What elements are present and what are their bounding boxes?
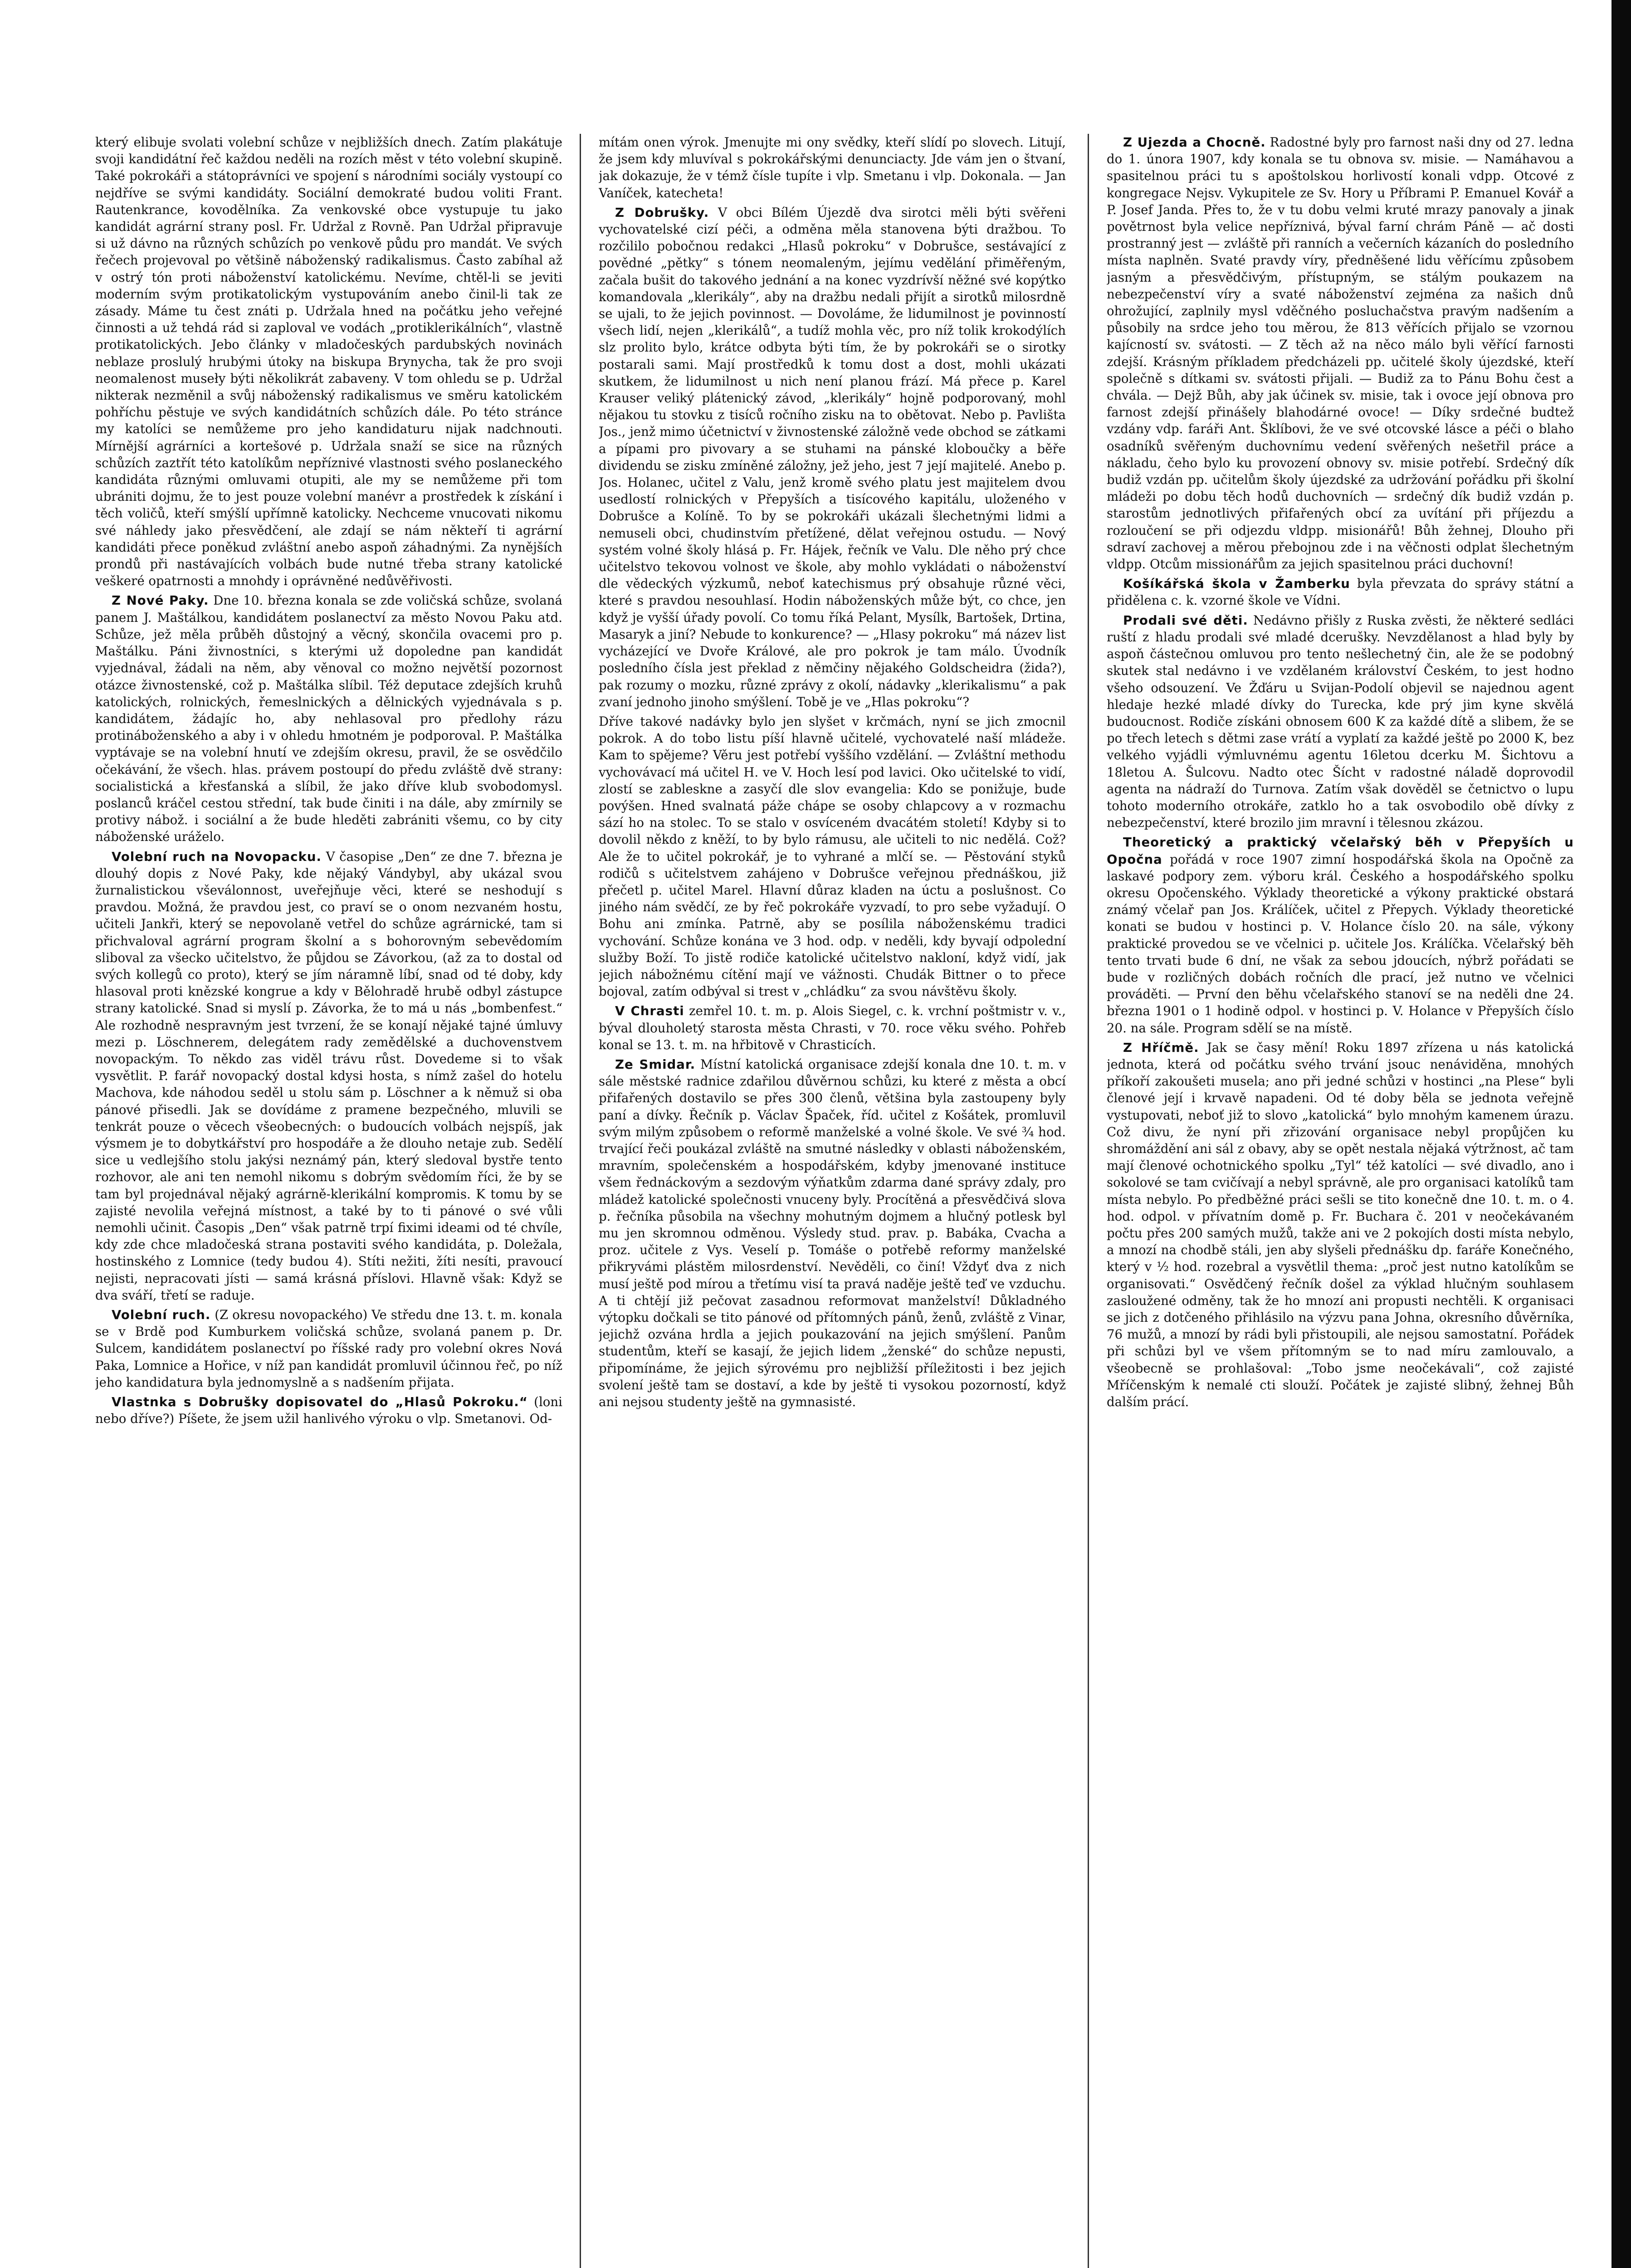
article-prodali-deti xyxy=(1107,612,1574,831)
article-text: Dne 10. března konala se zde voličská schůze, svolaná panem J. Maštálkou, kandidátem poslanectví za město Novou Paku atd. Schůze, jež měla průběh důstojný a věcný, skončila ovacemi pro p. Maštálku. Páni živnostníci, s kterými už dopoledne pan kandidát vyjednával, žádali na něm, aby věnoval co možno největší pozornost otázce živnostenské, což p. Maštálka slíbil. Též deputace zdejších kruhů katolických, rolnických, řemeslnických a dělnických vyjednávala s p. kandidátem, žádajíc ho, aby nehlasoval pro předlohy rázu protináboženského a aby i v ohledu hmotném je podporoval. P. Maštálka vyptávaje se na volební hnutí ve zdejším okresu, pravil, že se osvědčilo očekávání, že všech. hlas. právem postoupí do předu zvláště dvě strany: socialistická a křesťanská a slíbil, že jako dříve klub svobodomysl. poslanců kráčel cestou střední, tak bude činiti i na dále, aby zmírnily se protivy nábož. i sociální a že bude hleděti zabrániti všemu, co by city náboženské uráželo. xyxy=(95,593,562,845)
article-text: pořádá v roce 1907 zimní hospodářská škola na Opočně za laskavé podpory zem. výboru král. Českého a hospodářského spolku okresu Opočenského. Výklady theoretické a výkony praktické obstará známý včelař pan Jos. Králíček, učitel z Přepych. Výklady theoretické konati se budou v hostinci p. V. Holance číslo 20. na sále, výkony praktické provedou se ve včelnici p. učitele Jos. Králíčka. Včelařský běh tento trvati bude 6 dní, ne však za sebou jdoucích, nýbrž pořádati se bude v rozličných dobách ročních dle prací, jež nutno ve včelnici prováděti. — První den běhu včelařského stanoví se na neděli dne 24. března 1901 o 1 hodině odpol. v hostinci p. V. Holance v Přepyších číslo 20. na sále. Program sdělí se na místě. xyxy=(1107,851,1574,1036)
article-text: Jak se časy mění! Roku 1897 zřízena u nás katolická jednota, která od počátku svého trvání jsouc nenáviděna, mnohých příkoří zakoušeti musela; ano při jedné schůzi v hostinci „na Plese“ byli členové její i krvavě napadeni. Od té doby běla se jednota veřejně vystupovati, neboť již to slovo „katolická“ bylo mnohým kamenem úrazu. Což divu, že nyní při zřizování organisace nebyl propůjčen ku shromáždění ani sál z obavy, aby se opět nestala nějaká výtržnost, ač tam mají členové ochotnického spolku „Tyl“ též katolíci — své divadlo, ano i sokolové se tam cvičívají a nebyl správně, ale pro organisaci katolíků tam místa nebylo. Po předběžné práci sešli se tito konečně dne 10. t. m. o 4. hod. odpol. v přívatním domě p. Fr. Buchara č. 201 v neočekávaném počtu přes 200 samých mužů, takže ani ve 2 pokojích dosti místa nebylo, a mnozí na chodbě stáli, jen aby slyšeli přednášku dp. faráře Konečného, který v ½ hod. rozebral a vysvětlil thema: „proč jest nutno katolíkům se organisovati.“ Osvědčený řečník došel za výklad hlučným souhlasem zasloužené odměny, tak že ho mnozí ani propusti nechtěli. K organisaci se jich z dotčeného přihlásilo na výzvu pana Johna, okresního důvěrníka, 76 mužů, a mnozí by rádi byli přistoupili, ale nejsou samostatní. Pořádek při schůzi byl ve všem přítomným se to nad míru zamlouvalo, a všeobecně se prohlašoval: „Tobo jsme neočekávali“, což zajisté Mříčenským k nemalé cti slouží. Počátek je zajisté slibný, žehnej Bůh dalším prácí. xyxy=(1107,1040,1574,1410)
article-kosikarska-skola xyxy=(1107,575,1574,609)
column-divider xyxy=(1088,134,1089,2268)
article-nova-paka xyxy=(95,592,562,845)
article-text: (Z okresu novopackého) Ve středu dne 13. t. m. konala se v Brdě pod Kumburkem voličská schůze, svolaná panem p. Dr. Sulcem, kandidátem poslanectví po říšské rady pro volební okres Nová Paka, Lomnice a Hořice, v níž pan kandidát promluvil účinnou řeč, po níž jeho kandidatura byla jednomyslně a s nadšením přijata. xyxy=(95,1307,562,1390)
scan-edge-right xyxy=(1611,0,1631,2268)
article-hricme xyxy=(1107,1039,1574,1410)
column-3 xyxy=(1107,134,1574,2268)
article-vcelarsky-beh xyxy=(1107,834,1574,1036)
article-heading: Ze Smidar. xyxy=(615,1056,696,1072)
article-text: zemřel 10. t. m. p. Alois Siegel, c. k. vrchní poštmistr v. v., býval dlouholetý starosta města Chrasti, v 70. roce věku svého. Pohřeb konal se 13. t. m. na hřbitově v Chrasticích. xyxy=(599,1003,1066,1052)
article-chrast xyxy=(599,1002,1066,1053)
article-heading: V Chrasti xyxy=(615,1003,684,1019)
article-heading: Vlastnka s Dobrušky dopisovatel do „Hlasů Pokroku.“ xyxy=(112,1394,528,1410)
article-smidary xyxy=(599,1056,1066,1410)
article-ujezd-chocen xyxy=(1107,134,1574,572)
article-text: který elibuje svolati volební schůze v nejbližších dnech. Zatím plakátuje svoji kandidátní řeč každou neděli na rozích měst v této volební skupině. Také pokrokáři a státoprávníci ve spojení s národními sociály vystoupí co nejdříve se svými kandidáty. Sociální demokraté budou voliti Frant. Rautenkrance, kovodělníka. Za venkovské obce vystupuje tu jako kandidát agrární strany posl. Fr. Udržal z Rovně. Pan Udržal připravuje si už dávno na různých schůzích po venkově půdu pro mandát. Ve svých řečech projevoval po většině náboženský radikalismus. Často zabíhal až v ostrý tón proti náboženství katolickému. Nevíme, chtěl-li se jeviti moderním svým protikatolickým vystupováním anebo činil-li tak ze zásady. Máme tu čest znáti p. Udržala hned na počátku jeho veřejné činnosti a už tehdá rád si zaploval ve vodách „protiklerikálních“, vlastně protikatolických. Jebo články v mladočeských pardubských novinách neblaze proslulý hrubými útoky na biskupa Brynycha, tak že pro svoji neomalenost museły býti několikrát zabaveny. V tom ohledu se p. Udržal nikterak nezměnil a svůj náboženský radikalismus ve směru katolickém pohříchu pěstuje ve svých kandidátních schůzích dále. Po této stránce my katolíci se nemůžeme pro jeho kandidaturu nijak nadchnouti. Mírnější agrárníci a kortešové p. Udržala snaží se sice na různých schůzích zaztřít této katolíkům nepříznivé vlastnosti svého poslaneckého kandidáta různými omluvami otupiti, ale my se nemůžeme při tom ubrániti dojmu, že to jest pouze volební manévr a prostředek k získání i těch voličů, kteří smýšlí upřímně katolicky. Nechceme vnucovati nikomu své náhledy jako přesvědčení, ale zdají se nám někteří ti agrární kandidáti přece poněkud zvláštní anebo aspoň záhadnými. Za nynějších prondů při nastávajících volbách bude nutné třeba strany katolické veškeré opatrnosti a mnohdy i oprávněné nedůvěřivosti. xyxy=(95,135,562,589)
article-text: Dříve takové nadávky bylo jen slyšet v krčmách, nyní se jich zmocnil pokrok. A do tobo listu píší hlavně učitelé, vychovatelé naší mládeže. Kam to spějeme? Věru jest potřebí vyššího vzdělání. — Zvláštní methodu vychovávací má učitel H. ve V. Hoch lesí pod lavici. Oko učitelské to vidí, zlostí se zableskne a zasyčí dle slov evangelia: Kdo se ponižuje, bude povýšen. Hned svalnatá páže chápe se osoby chlapcovy a v rozmachu sází ho na stolec. To se stalo v osvíceném dvacátém století! Kdyby si to dovolil někdo z kněží, to by bylo rámusu, ale učiteli to nic nedělá. Což? Ale že to učitel pokrokář, je to vyhrané a mlčí se. — Pěstování styků rodičů s učitelstvem zahájeno v Dobrušce veřejnou přednáškou, již přečetl p. učitel Marel. Hlavní důraz kladen na úctu a poslušnost. Co jiného nám svědčí, ze by řeč pokrokáře vyzvadí, to pro sebe vyžadují. O Bohu ani zmínka. Patrně, aby se posílila náboženskému tradici vychování. Schůze konána ve 3 hod. odp. v neděli, kdy byvají odpolední služby Boží. To jistě rodiče katolické učitelstvo nakloní, když vidí, jak jejich nábožnému cítění mají ve vážnosti. Chudák Bittner o to přece bojoval, zatím odbýval si trest v „chládku“ za svou návštěvu školy. xyxy=(599,714,1066,999)
column-1 xyxy=(95,134,562,2268)
article-text: Místní katolická organisace zdejší konala dne 10. t. m. v sále městské radnice zdařilou důvěrnou schůzi, ku které z města a obcí přifařených dostavilo se přes 300 členů, většina byla zastoupeny byly paní a dívky. Řečník p. Václav Špaček, říd. učitel z Košátek, promluvil svým milým způsobem o reformě manželské a volné škole. Ve své ¾ hod. trvající řeči poukázal zvláště na smutné následky v oblasti náboženském, mravním, společenském a hospodářském, kdyby jmenované instituce všem řednáckovým a sezdovým výňatkům zdarma dané správy zdaly, pro mládež katolické společnosti vnuceny byly. Procítěná a přesvědčivá slova p. řečníka působila na všechny mohutným dojmem a hlučný potlesk byl mu jen skromnou odměnou. Výsledy stud. prav. p. Babáka, Cvacha a proz. učitele z Vys. Veselí p. Tomáše o potřebě reformy manželské přikryvámi plástěm milosrdenství. Nevěděli, co činí! Vždyť dva z nich musí ještě pod mírou a třetímu visí ta pravá naděje ještě teď ve vzduchu. A ti chtějí již pečovat zasadnou reformovat manželství! Důkladného výtopku dočkali se tito pánové od přítomných pánů, ženů, zvláště z Vinar, jejichž ozvána hrdla a jejich poukazování na jejich smýšlení. Panům studentům, kteří se kasají, že jejich lidem „ženské“ do schůze nepusti, připomínáme, že jejich sýrovému pro nejbližší příležitosti i bez jejich svolení ještě tam se dostaví, a kde by ještě ti vysokou pozorností, když ani nejsou studenty ještě na gymnasisté. xyxy=(599,1056,1066,1410)
article-heading: Theoretický a praktický včelařský běh v Přepyších u Opočna xyxy=(1107,835,1574,867)
article-text: byla převzata do správy státní a přidělena c. k. vzorné škole ve Vídni. xyxy=(1107,576,1574,608)
column-2 xyxy=(599,134,1066,2268)
article-heading: Z Ujezda a Chocně. xyxy=(1123,135,1266,150)
column-divider xyxy=(580,134,581,2268)
newspaper-page xyxy=(95,134,1587,2268)
article-text: (loni nebo dříve?) Píšete, že jsem užil hanlivého výroku o vlp. Smetanovi. Od- xyxy=(95,1394,562,1427)
article-heading: Košíkářská škola v Žamberku xyxy=(1123,576,1350,591)
article-volebni-ruch-novopacko xyxy=(95,848,562,1304)
article-heading: Volební ruch na Novopacku. xyxy=(112,849,322,864)
article-heading: Z Hříčmě. xyxy=(1123,1040,1199,1055)
article-text: mítám onen výrok. Jmenujte mi ony svědky, kteří slídí po slovech. Litují, že jsem kdy mluvíval s pokrokářskými denunciacty. Jde vám jen o štvaní, jak dokazuje, že v témž čísle tupíte i vlp. Smetanu i vlp. Dokonala. — Jan Vaníček, katecheta! xyxy=(599,135,1066,200)
article-heading: Z Nové Paky. xyxy=(112,593,209,608)
article-volebni-ruch xyxy=(95,1306,562,1391)
article-text: Nedávno přišly z Ruska zvěsti, že některé sedláci ruští z hladu prodali své mladé dcerušky. Nevzdělanost a hlad byly by aspoň částečnou omluvou pro tento nešlechetný čin, ale že se podobný skutek stal nedávno i ve vzdělaném království Českém, to jest hodno všeho odsouzení. Ve Žďáru u Svijan-Podolí objevil se najednou agent hledaje hezké mladé dívky do Turecka, kde prý jim kyne skvělá budoucnost. Rodiče získáni obnosem 600 K za každé dítě a slibem, že se po třech letech s dětmi zase vrátí a vyplatí za každé ještě po 2000 K, bez velkého vyjádli výmluvnému agentu 16letou dcerku M. Šichtovu a 18letou A. Šulcovu. Nadto otec Šícht v radostné náladě doprovodil agenta na nádraží do Turnova. Zatím však dověděl se četnictvo o lupu tohoto moderního otrokáře, zatklo ho a tak osvobodilo obě dívky z nebezpečenství, které brozilo jim mravní i tělesnou zkázou. xyxy=(1107,612,1574,831)
article-dopisovatel xyxy=(95,1393,562,1427)
article-dobruska xyxy=(599,204,1066,710)
article-text: V časopise „Den“ ze dne 7. března je dlouhý dopis z Nové Paky, kde nějaký Vándybyl, aby ukázal svou žurnalistickou vševálonnost, uveřejňuje věci, které se neshodují s pravdou. Možná, že pravdou jest, co praví se o onom nezvaném hostu, učiteli Jankři, který se nepovolaně vetřel do schůze agrárnické, tam si přichvaloval agrární program školní a s bohorovným sebevědomím sliboval za všecko učitelstvo, že půjdou se Závorkou, (až za to dostal od svých kollegů co proto), který se jím náramně líbí, snad od té doby, kdy hlasoval proti knězské kongrue a kdy v Bělohradě hrubě odbyl zástupce strany katolické. Snad si myslí p. Závorka, že to má u nás „bombenfest.“ Ale rozhodně nespravným jest tvrzení, že se konají nějaké tajné úmluvy mezi p. Löschnerem, delegátem rady zemědělské a duchovenstvem novopackým. To někdo zas viděl trávu růst. Dovedeme si to však vysvětlit. P. farář novopacký dostal kdysi hosta, s nímž zašel do hotelu Machova, kde náhodou seděl u stolu sám p. Löschner a k němuž si oba pánové přisedli. Jak se dovídáme z pramene bezpečného, mluvili se tenkrát pouze o věcech všeobecných: o budoucích volbách nejspíš, jak výsmem je to dobytkářství pro hospodáře a že dlouho netaje zub. Sedělí sice u vedlejšího stolu jakýsi neznámý pán, který sledoval bystře tento rozhovor, ale ani ten nemohl nikomu s dobrým svědomím říci, že by se tam byl projednával nějaký agrárně-klerikální kompromis. K tomu by se zajisté nevolila veřejná místnost, a také by to ti pánové o své vůli nemohli učinit. Časopis „Den“ však patrně trpí fiximi ideami od té chvíle, kdy zde chce mladočeská strana postaviti svého kandidáta, p. Doležala, hostinského z Lomnice (tedy budou 4). Stíti nežiti, žíti nesíti, pravoucí nejisti, nepracovati jísti — samá krásná příslovi. Hlavně však: Když se dva sváří, třetí se raduje. xyxy=(95,849,562,1303)
article-heading: Z Dobrušky. xyxy=(615,205,709,220)
article-text: V obci Bílém Újezdě dva sirotci měli býti svěřeni vychovatelské cizí péči, a odměna měla stanovena býti dražbou. To rozčililo pobočnou redakci „Hlasů pokroku“ v Dobrušce, sestávající z povědné „pětky“ s tónem neomaleným, jejímu vedělání přiměřeným, začala bušit do takového jednání a na konec vyzdrívší něžné své kopýtko komandovala „klerikály“, aby na dražbu nedali přijít a sirotků milosrdně se ujali, to že jejich povinnost. — Dovoláme, že lidumilnost je povinností všech lidí, nejen „klerikálů“, a tudíž mohla věc, pro níž tolik krokodýlích slz prolito bylo, krátce odbyta býti tím, že by pokrokáři se o sirotky postarali sami. Mají prostředků k tomu dost a dost, mohli ukázati skutkem, že lidumilnost u nich není planou frází. Má přece p. Karel Krauser veliký plátenický závod, „klerikály“ hojně podporovaný, mohl nějakou tu stovku z tisíců ročního zisku na to obětovat. Nebo p. Pavlišta Jos., jenž mimo účetnictví v živnostenské záložně vede obchod se zátkami a pípami pro pivovary a se stuhami na pánské kloboučky a běře dividendu se zisku zmíněné záložny, jež jeho, jest 7 její majitelé. Anebo p. Jos. Holanec, učitel z Valu, jenž kromě svého platu jest majitelem dvou usedlostí rolnických v Přepyších a tisícového kapitálu, uloženého v Dobrušce a Kolíně. To by se pokrokáři ukázali šlechetnými lidmi a nemuseli obci, chudinstvím přetížené, dělat veřejnou ostudu. — Nový systém volné školy hlásá p. Fr. Hájek, řečník ve Valu. Dle něho prý chce učitelstvo tekovou volnost ve škole, aby mohlo vykládati o náboženství dle vědeckých výzkumů, neboť katechismus prý obsahuje různé věci, které s pravdou nesouhlasí. Hodin náboženských může být, co chce, jen když je vyšší úřady povolí. Co tomu říká Pelant, Mysílk, Bartošek, Drtina, Masaryk a jiní? Nebude to konkurence? — „Hlasy pokroku“ má název list vycházející ve Dvoře Králové, ale pro pokrok je tam málo. Úvodník posledního čísla jest překlad z němčiny nějakého Goldscheidra (žida?), pak rozumy o mozku, různé zprávy z okolí, nádavky „klerikalismu“ a pak zvaní jednoho jinoho smýšlení. Tobě je ve „Hlas pokroku“? xyxy=(599,205,1066,709)
article-heading: Prodali své děti. xyxy=(1123,612,1248,628)
article-heading: Volební ruch. xyxy=(112,1307,211,1323)
article-text: Radostné byly pro farnost naši dny od 27. ledna do 1. února 1907, kdy konala se tu obnova sv. misie. — Namáhavou a spasitelnou práci tu s apoštolskou horlivostí konali vdpp. Otcové z kongregace Nejsv. Vykupitele ze Sv. Hory u Příbrami P. Emanuel Kovář a P. Josef Janda. Přes to, že v tu dobu velmi kruté mrazy panovaly a jinak povětrnost byla velice nepříznivá, býval farní chrám Páně — ač dosti prostranný jest — zvláště při ranních a večerních kázaních do posledního místa naplněn. Svaté pravdy víry, předněšené lidu věřícímu způsobem jasným a přesvědčivým, přístupným, se stálým poukazem na nebezpečenství víry a svaté náboženství zejména za našich dnů ohrožující, zaplnily mysl vděčného posluchačstva pravým nadšením a působily na srdce jeho tou měrou, že 813 věřících přijalo se vzornou kajícností sv. svátosti. — Z těch až na něco málo byli věřící farnosti zdejší. Krásným příkladem předcházeli pp. učitelé školy újezdské, kteří společně s dítkami sv. svátosti přijali. — Budiž za to Pánu Bohu čest a chvála. — Dejž Bůh, aby jak účinek sv. misie, tak i ovoce její obnova pro farnost zdejší přinášely blahodárné ovoce! — Díky srdečné budtež vzdány vdp. faráři Ant. Šklíbovi, že ve své otcovské lásce a péči o blaho osadníků svěřeným duchovnímu vedení svěřených nešetřil práce a nákladu, čeho bylo ku provození obnovy sv. misie potřebí. Srdečný dík budiž vzdán pp. učitelům školy újezdské za udržování pořádku při školní mládeži po dobu těch hodů duchovních — srdečný dík budiž vzdán p. starostům jednotlivých přifařených obcí za uvítání při příjezdu a rozloučení se při odjezdu vldpp. misionářů! Bůh žehnej, Dlouho při sdraví zachovej a měrou přebojnou zde i na věčnosti odplat šlechetným vldpp. Otcům missionářům za jejich spasitelnou práci duchovní! xyxy=(1107,135,1574,572)
